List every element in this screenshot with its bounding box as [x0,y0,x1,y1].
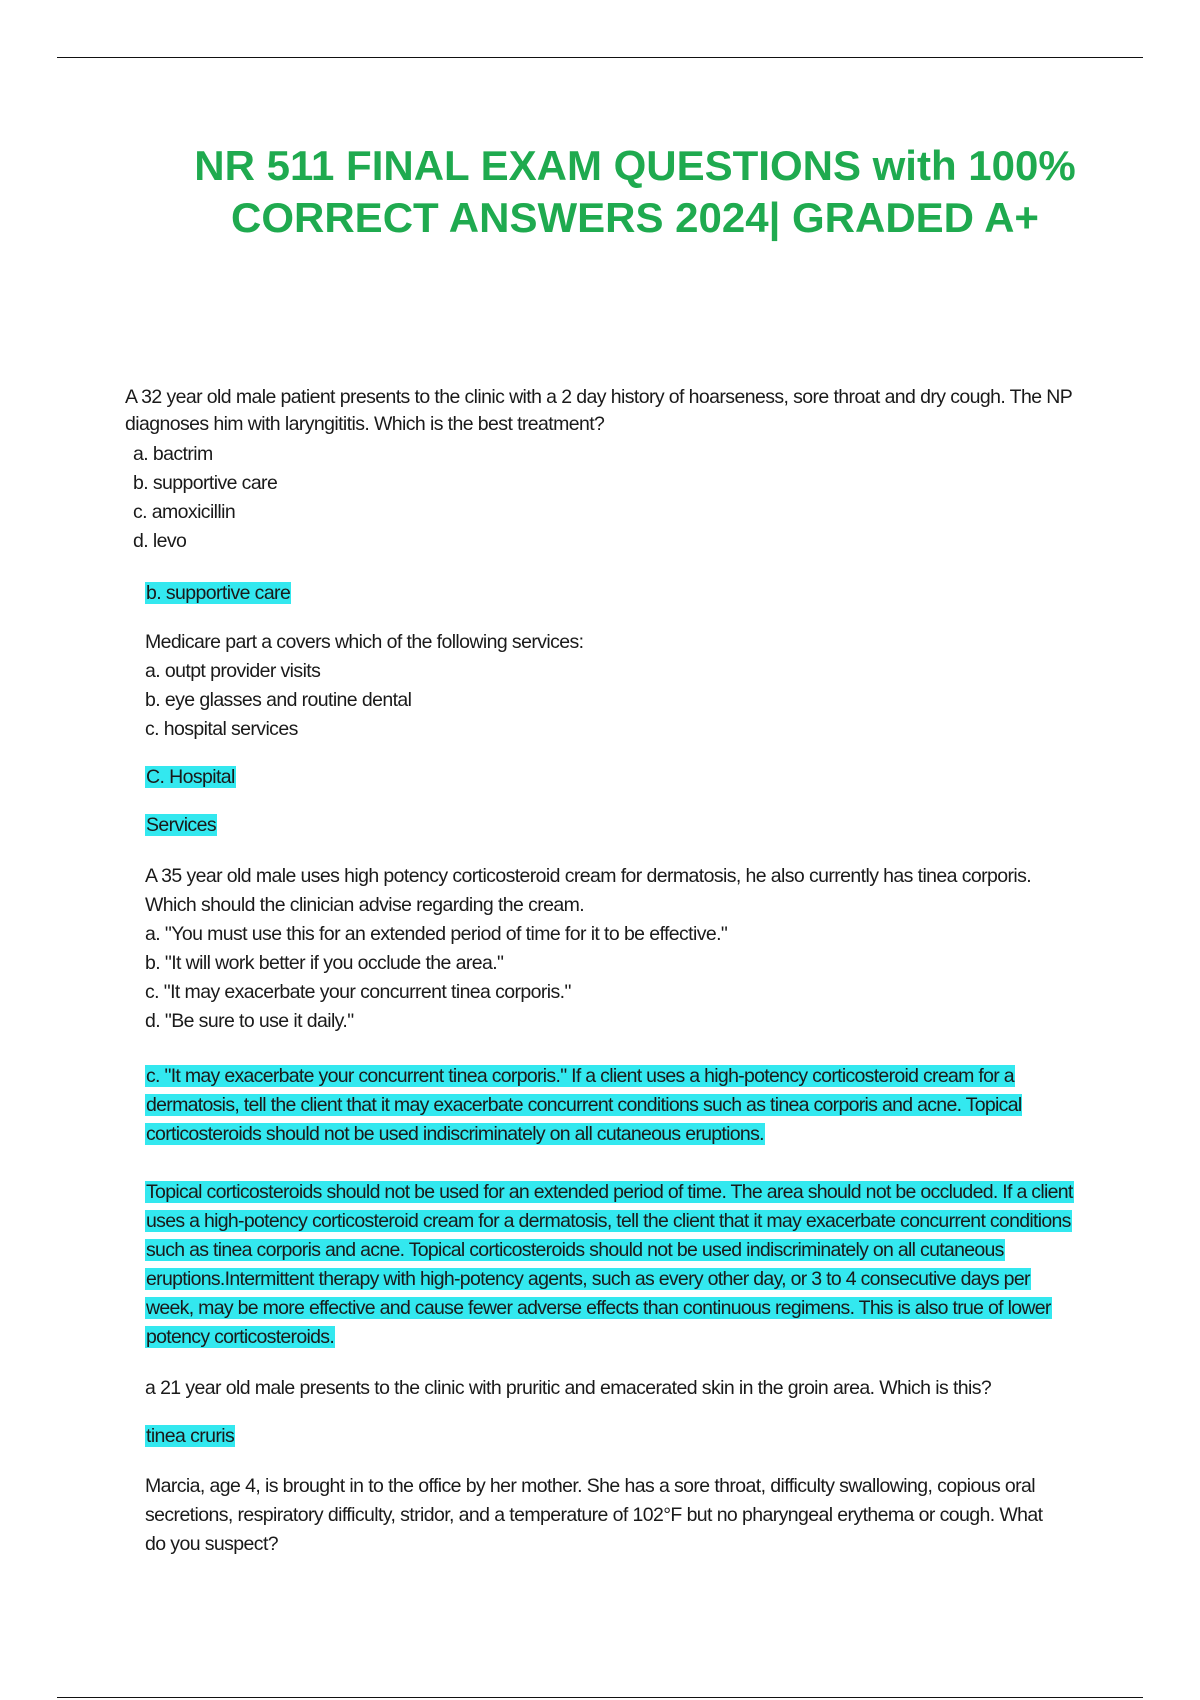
answer-2-line-1 [145,764,236,791]
option: c. amoxicillin [133,501,236,523]
options-list [145,657,1085,744]
question-text: Medicare part a covers which of the following services: [145,631,584,653]
highlighted-answer: c. "It may exacerbate your concurrent tinea corporis." If a client uses a high-potency corticosteroid cream for a dermatosis, tell the client that it may exacerbate concurrent conditions such as tinea corporis and acne. Topical corticosteroids should not be used indiscriminately on all cutaneous eruptions. [146,1065,1022,1145]
question-text: a 21 year old male presents to the clinic with pruritic and emacerated skin in the groin area. Which is this? [145,1377,992,1399]
document-title: NR 511 FINAL EXAM QUESTIONS with 100% CORRECT ANSWERS 2024| GRADED A+ [194,142,1076,241]
option: c. "It may exacerbate your concurrent tinea corporis." [145,981,571,1003]
highlighted-answer: C. Hospital [146,766,235,788]
highlighted-answer: tinea cruris [146,1425,235,1447]
question-block-2 [145,628,1085,744]
answer-1 [145,580,291,607]
option: d. levo [133,530,187,552]
option: b. eye glasses and routine dental [145,689,412,711]
question-block-3 [145,862,1065,1036]
answer-3-paragraph-2 [145,1178,1075,1352]
question-block-1 [125,384,1085,556]
highlighted-answer: b. supportive care [146,582,291,604]
options-list [125,440,1085,556]
options-list [145,920,1065,1036]
answer-3-paragraph-1 [145,1062,1075,1149]
bottom-rule [57,1697,1143,1698]
question-text: A 32 year old male patient presents to the clinic with a 2 day history of hoarseness, sore throat and dry cough. The NP diagnoses him with laryngititis. Which is the best treatment? [125,386,1072,435]
question-block-4 [145,1374,1105,1403]
option: d. "Be sure to use it daily." [145,1010,354,1032]
question-text: A 35 year old male uses high potency corticosteroid cream for dermatosis, he also currently has tinea corporis. Which should the clinician advise regarding the cream. [145,865,1032,916]
question-block-5 [145,1472,1065,1559]
highlighted-answer: Services [146,814,216,836]
option: c. hospital services [145,718,298,740]
option: a. outpt provider visits [145,660,321,682]
top-rule [57,57,1143,58]
answer-4 [145,1423,235,1450]
highlighted-answer: Topical corticosteroids should not be used for an extended period of time. The area should not be occluded. If a client uses a high-potency corticosteroid cream for a dermatosis, tell the client that it may exacerbate concurrent conditions such as tinea corporis and acne. Topical corticosteroids should not be used indiscriminately on all cutaneous eruptions.Intermittent therapy with high-potency agents, such as every other day, or 3 to 4 consecutive days per week, may be more effective and cause fewer adverse effects than continuous regimens. This is also true of lower potency corticosteroids. [146,1181,1073,1348]
answer-2-line-2 [145,812,217,839]
option: b. "It will work better if you occlude the area." [145,952,504,974]
option: a. bactrim [133,443,213,465]
question-text: Marcia, age 4, is brought in to the office by her mother. She has a sore throat, difficulty swallowing, copious oral secretions, respiratory difficulty, stridor, and a temperature of 102°F but no pharyngeal erythema or cough. What do you suspect? [145,1475,1043,1555]
option: a. "You must use this for an extended period of time for it to be effective." [145,923,728,945]
option: b. supportive care [133,472,278,494]
